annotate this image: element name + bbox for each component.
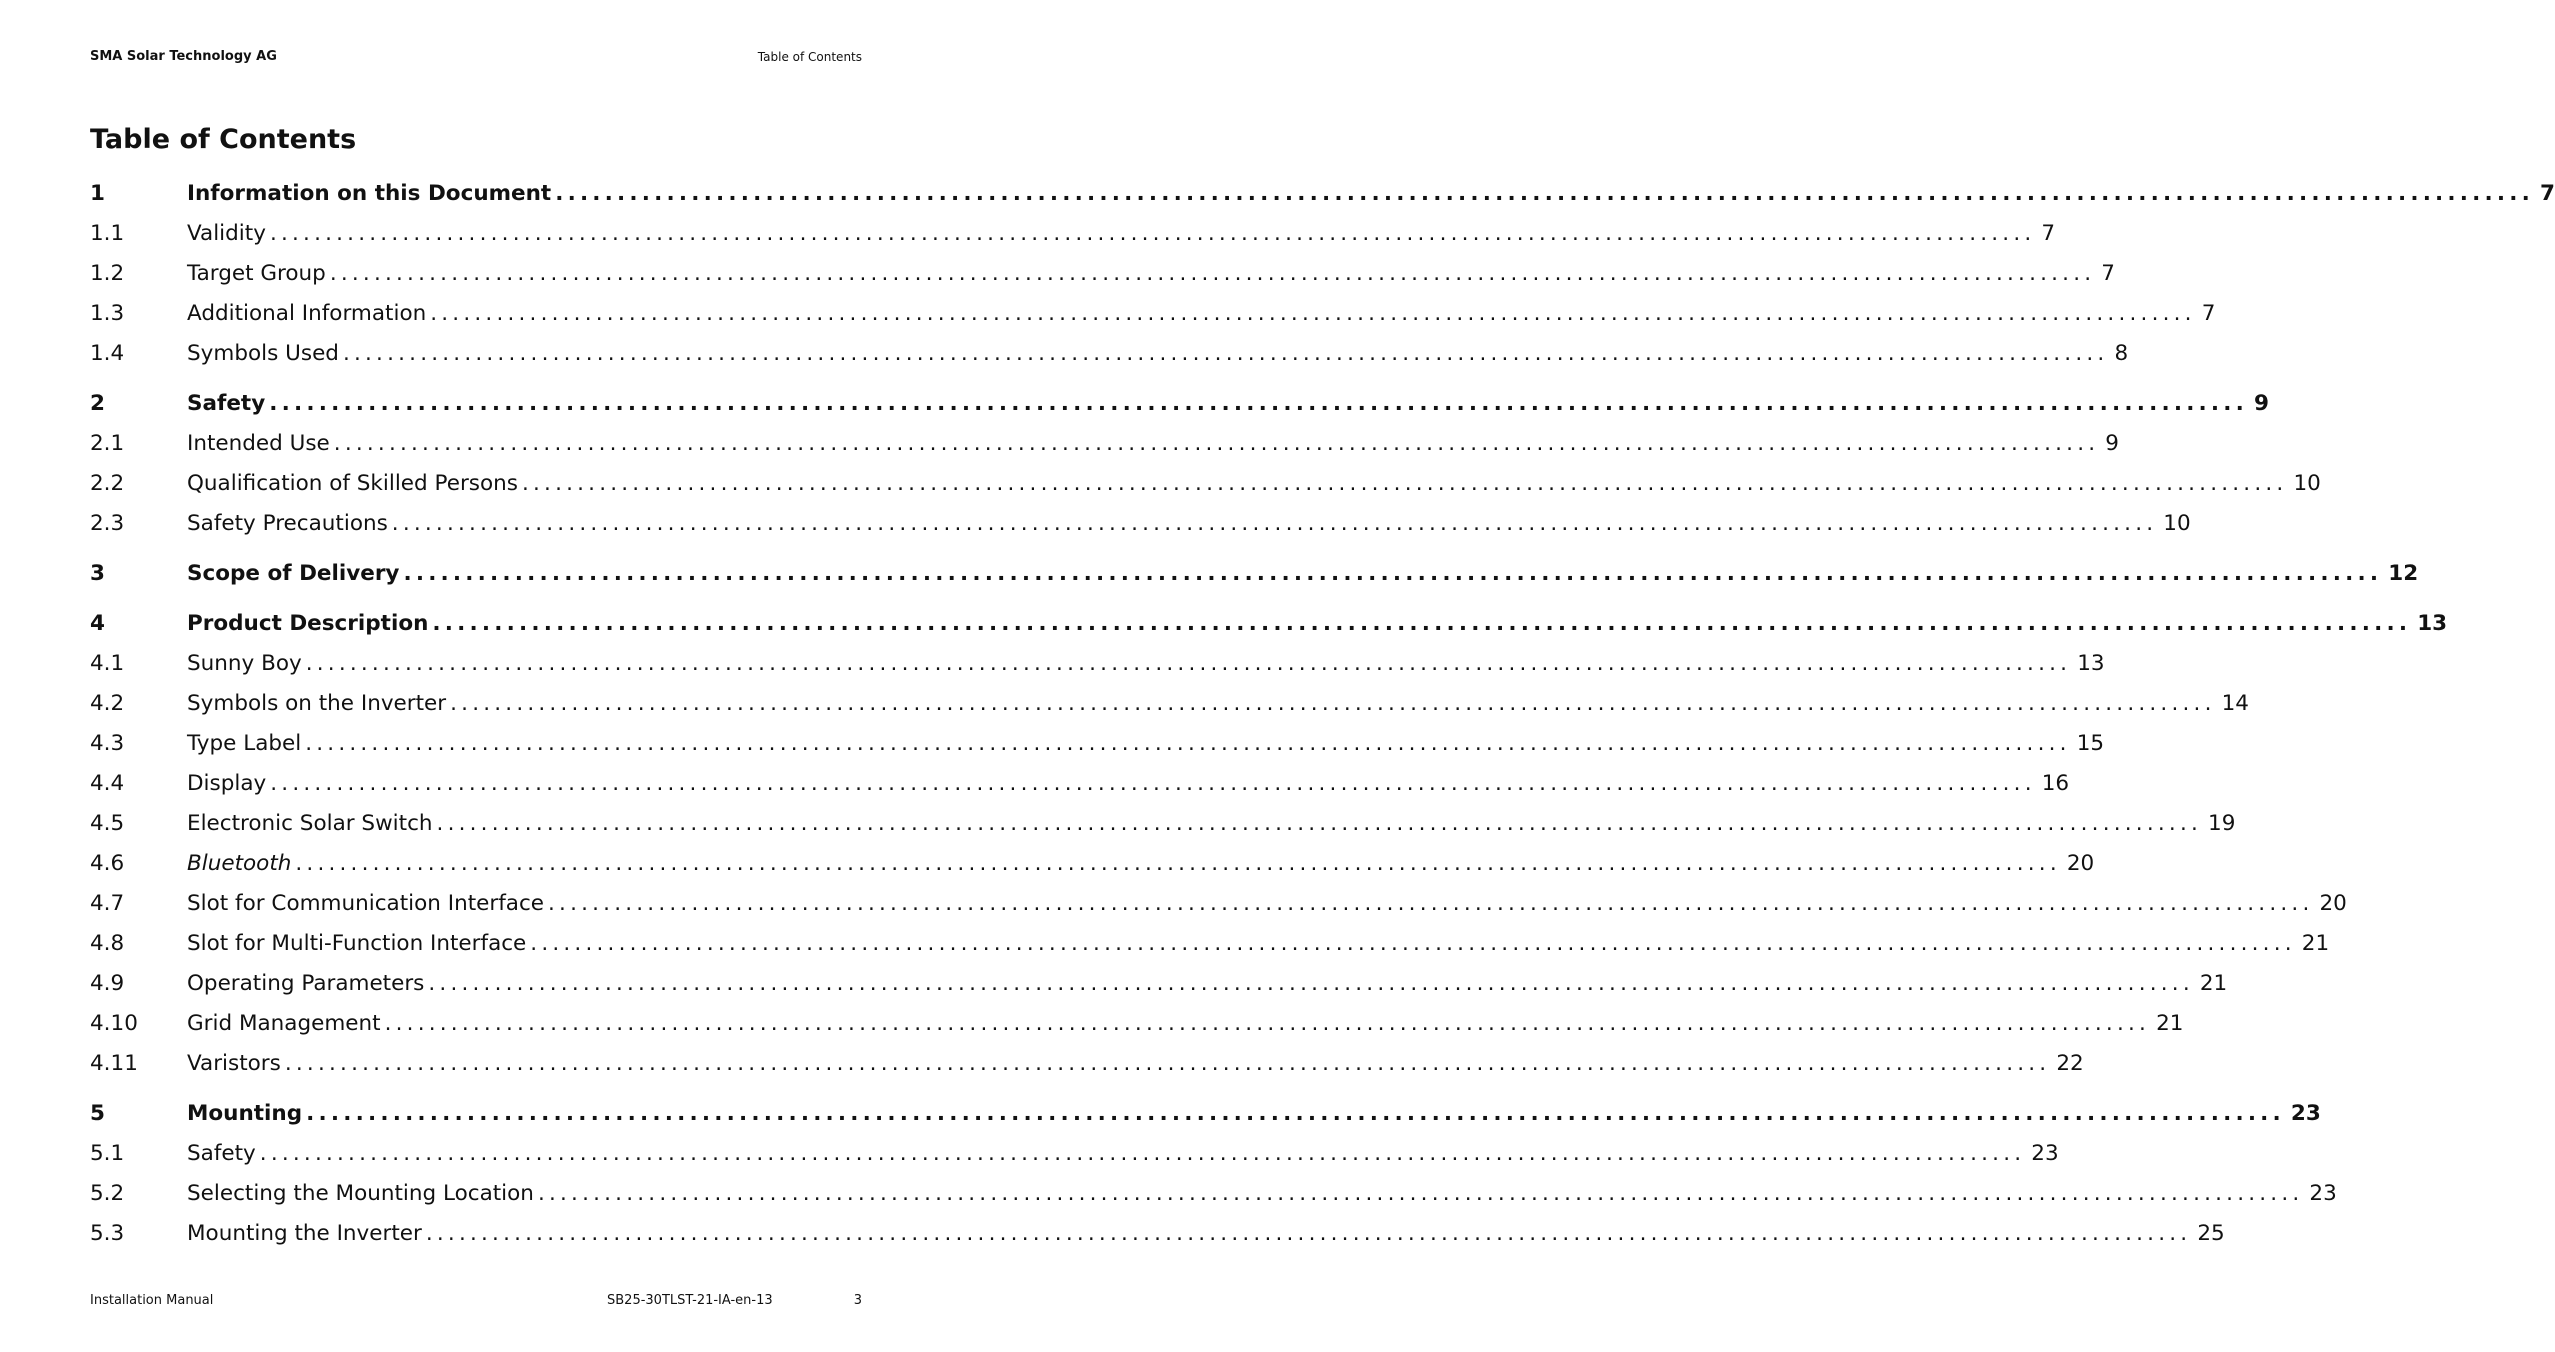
toc-entry-title: Validity [187,221,266,246]
toc-dot-leader: ................................................................................................................................................................ [305,731,2071,756]
toc-dot-leader: ................................................................................................................................................................ [306,1101,2285,1126]
toc-entry-title: Slot for Multi-Function Interface [187,931,527,956]
toc-section-row[interactable] [90,254,2115,294]
toc-dot-leader: ................................................................................................................................................................ [548,891,2314,916]
toc-entry-page: 23 [2031,1141,2059,1166]
toc-entry-page: 10 [2293,471,2321,496]
toc-entry-page: 23 [2309,1181,2337,1206]
toc-entry-title: Safety [187,391,266,416]
toc-entry-number: 4.2 [90,691,125,716]
toc-entry-page: 20 [2066,851,2095,876]
toc-entry-title: Slot for Communication Interface [187,891,544,916]
toc-entry-title: Grid Management [187,1011,381,1036]
toc-dot-leader: ................................................................................................................................................................ [284,1051,2051,1076]
toc-dot-leader: ................................................................................................................................................................ [530,931,2296,956]
toc-dot-leader: ................................................................................................................................................................ [342,341,2109,366]
toc-dot-leader: ................................................................................................................................................................ [403,561,2383,586]
toc-entry-title: Operating Parameters [187,971,425,996]
toc-section-row[interactable] [90,1004,2184,1044]
toc-entry-page: 7 [2101,261,2115,286]
toc-entry-page: 7 [2041,221,2056,246]
toc-entry-page: 20 [2319,891,2347,916]
toc-entry-title: Bluetooth [187,851,292,876]
toc-entry-page: 14 [2221,691,2249,716]
toc-entry-page: 19 [2208,811,2236,836]
toc-section-row[interactable] [90,1044,2084,1084]
footer-doc-id: SB25-30TLST-21-IA-en-13 [607,1293,773,1308]
toc-dot-leader: ................................................................................................................................................................ [537,1181,2304,1206]
toc-entry-number: 1.1 [90,221,125,246]
toc-entry-number: 2 [90,391,105,416]
toc-section-row[interactable] [90,684,2249,724]
toc-entry-number: 4.3 [90,731,125,756]
header-company: SMA Solar Technology AG [90,49,277,64]
toc-entry-title: Additional Information [187,301,427,326]
toc-section-row[interactable] [90,214,2056,254]
toc-entry-number: 4.4 [90,771,125,796]
toc-section-row[interactable] [90,294,2216,334]
toc-entry-number: 3 [90,561,105,586]
toc-entry-title: Sunny Boy [187,651,302,676]
toc-dot-leader: ................................................................................................................................................................ [295,851,2061,876]
toc-entry-number: 4.7 [90,891,125,916]
toc-chapter-row[interactable] [90,174,2555,214]
toc-dot-leader: ................................................................................................................................................................ [333,431,2100,456]
toc-entry-page: 21 [2301,931,2330,956]
toc-entry-number: 4.5 [90,811,125,836]
toc-section-row[interactable] [90,1174,2337,1214]
toc-entry-number: 4.10 [90,1011,138,1036]
toc-entry-page: 16 [2041,771,2070,796]
toc-dot-leader: ................................................................................................................................................................ [259,1141,2026,1166]
toc-dot-leader: ................................................................................................................................................................ [555,181,2534,206]
toc-entry-title: Scope of Delivery [187,561,400,586]
footer-manual: Installation Manual [90,1293,214,1308]
toc-entry-number: 4.9 [90,971,125,996]
toc-section-row[interactable] [90,844,2095,884]
toc-entry-title: Electronic Solar Switch [187,811,433,836]
toc-entry-page: 25 [2197,1221,2225,1246]
toc-dot-leader: ................................................................................................................................................................ [329,261,2096,286]
footer-page-number: 3 [853,1293,862,1308]
toc-entry-number: 1.3 [90,301,125,326]
toc-dot-leader: ................................................................................................................................................................ [432,611,2412,636]
toc-chapter-row[interactable] [90,604,2448,644]
toc-chapter-row[interactable] [90,554,2419,594]
toc-section-row[interactable] [90,1214,2225,1254]
toc-entry-page: 21 [2156,1011,2184,1036]
toc-entry-number: 2.3 [90,511,125,536]
toc-entry-number: 2.1 [90,431,125,456]
toc-entry-title: Selecting the Mounting Location [187,1181,534,1206]
toc-entry-number: 5.3 [90,1221,125,1246]
toc-section-row[interactable] [90,884,2347,924]
toc-entry-title: Varistors [187,1051,281,1076]
toc-entry-title: Display [187,771,267,796]
toc-section-row[interactable] [90,924,2330,964]
toc-entry-page: 15 [2076,731,2105,756]
toc-entry-number: 2.2 [90,471,125,496]
toc-entry-number: 1.4 [90,341,125,366]
toc-entry-number: 4.6 [90,851,125,876]
toc-section-row[interactable] [90,964,2228,1004]
toc-entry-page: 22 [2056,1051,2084,1076]
page-title: Table of Contents [90,124,357,155]
toc-entry-number: 4.8 [90,931,125,956]
toc-entry-page: 10 [2163,511,2191,536]
table-of-contents [90,174,2555,1254]
toc-entry-page: 21 [2199,971,2228,996]
toc-entry-number: 1.2 [90,261,125,286]
toc-section-row[interactable] [90,464,2321,504]
toc-dot-leader: ................................................................................................................................................................ [425,1221,2192,1246]
toc-dot-leader: ................................................................................................................................................................ [270,771,2036,796]
toc-section-row[interactable] [90,1134,2059,1174]
toc-entry-page: 23 [2290,1101,2321,1126]
toc-chapter-row[interactable] [90,1094,2321,1134]
toc-entry-title: Type Label [187,731,302,756]
toc-section-row[interactable] [90,764,2070,804]
toc-entry-number: 5.2 [90,1181,125,1206]
toc-entry-title: Mounting the Inverter [187,1221,422,1246]
toc-entry-title: Safety Precautions [187,511,388,536]
toc-chapter-row[interactable] [90,384,2269,424]
toc-entry-number: 1 [90,181,105,206]
toc-dot-leader: ................................................................................................................................................................ [391,511,2158,536]
toc-entry-title: Safety [187,1141,256,1166]
header-section: Table of Contents [757,50,862,64]
toc-dot-leader: ................................................................................................................................................................ [436,811,2203,836]
toc-entry-page: 7 [2201,301,2216,326]
toc-entry-number: 4 [90,611,105,636]
toc-entry-page: 9 [2254,391,2269,416]
toc-entry-page: 12 [2388,561,2419,586]
toc-dot-leader: ................................................................................................................................................................ [269,391,2249,416]
toc-dot-leader: ................................................................................................................................................................ [450,691,2216,716]
toc-entry-title: Symbols Used [187,341,339,366]
toc-section-row[interactable] [90,504,2191,544]
toc-entry-page: 13 [2077,651,2105,676]
toc-entry-number: 5 [90,1101,105,1126]
toc-dot-leader: ................................................................................................................................................................ [269,221,2036,246]
toc-section-row[interactable] [90,804,2236,844]
toc-section-row[interactable] [90,424,2119,464]
toc-entry-title: Product Description [187,611,429,636]
toc-section-row[interactable] [90,334,2129,374]
toc-dot-leader: ................................................................................................................................................................ [430,301,2196,326]
toc-entry-title: Intended Use [187,431,330,456]
toc-dot-leader: ................................................................................................................................................................ [521,471,2288,496]
toc-entry-page: 9 [2105,431,2119,456]
toc-entry-title: Qualification of Skilled Persons [187,471,518,496]
toc-entry-title: Information on this Document [187,181,552,206]
toc-section-row[interactable] [90,644,2105,684]
toc-entry-page: 7 [2540,181,2555,206]
toc-section-row[interactable] [90,724,2105,764]
toc-dot-leader: ................................................................................................................................................................ [384,1011,2151,1036]
toc-entry-title: Mounting [187,1101,303,1126]
toc-dot-leader: ................................................................................................................................................................ [428,971,2194,996]
toc-dot-leader: ................................................................................................................................................................ [305,651,2072,676]
toc-entry-page: 13 [2417,611,2448,636]
toc-entry-number: 4.11 [90,1051,138,1076]
toc-entry-title: Target Group [187,261,326,286]
toc-entry-page: 8 [2114,341,2129,366]
toc-entry-number: 5.1 [90,1141,125,1166]
toc-entry-title: Symbols on the Inverter [187,691,447,716]
toc-entry-number: 4.1 [90,651,125,676]
